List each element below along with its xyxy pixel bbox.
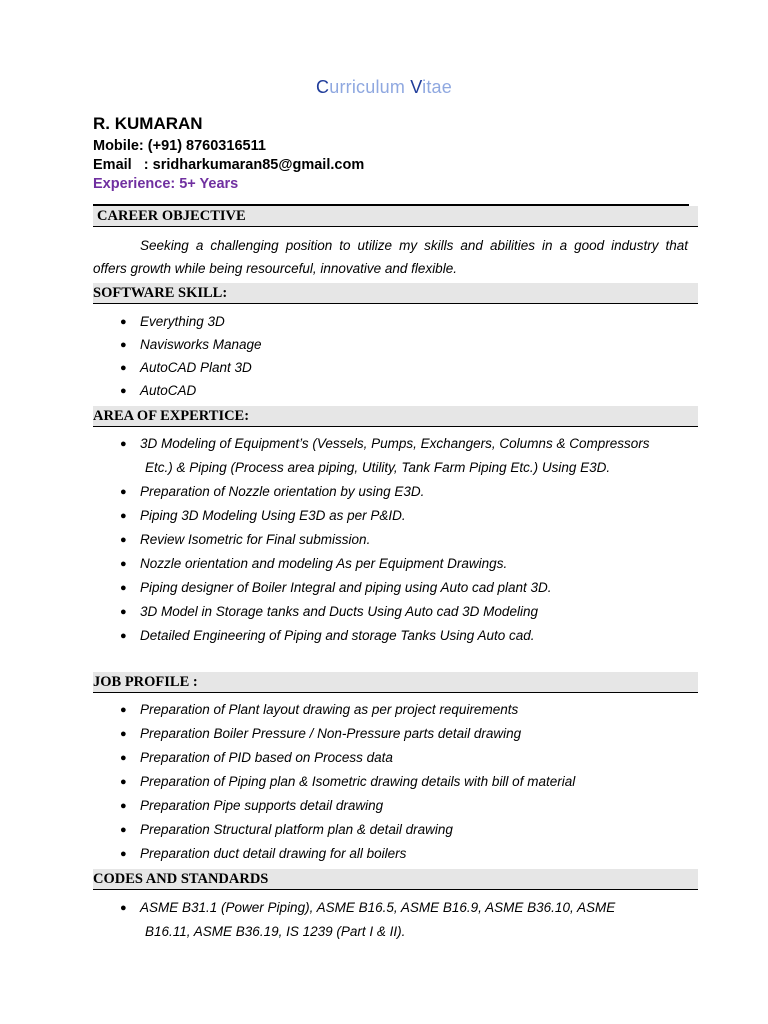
title-initial-v: V <box>410 77 423 97</box>
list-item: ● Preparation Structural platform plan & detail drawing <box>93 818 693 842</box>
list-item: ● Preparation of Plant layout drawing as per project requirements <box>93 698 693 722</box>
bullet-icon: ● <box>120 728 127 740</box>
bullet-icon: ● <box>120 902 127 914</box>
list-item: ● AutoCAD Plant 3D <box>93 356 693 380</box>
bullet-icon: ● <box>120 534 127 546</box>
list-item: ● Preparation of Piping plan & Isometric drawing details with bill of material <box>93 770 693 794</box>
software-skill-heading: SOFTWARE SKILL: <box>93 283 698 304</box>
list-item: ● Preparation of Nozzle orientation by using E3D. <box>93 480 693 504</box>
mobile-number: Mobile: (+91) 8760316511 <box>93 138 266 154</box>
list-item: ● Nozzle orientation and modeling As per Equipment Drawings. <box>93 552 693 576</box>
bullet-icon: ● <box>120 704 127 716</box>
title-initial-c: C <box>316 77 330 97</box>
bullet-icon: ● <box>120 510 127 522</box>
job-profile-list <box>93 698 693 866</box>
codes-and-standards-heading: CODES AND STANDARDS <box>93 869 698 890</box>
bullet-icon: ● <box>120 339 127 351</box>
codes-and-standards-list <box>93 896 693 944</box>
bullet-icon: ● <box>120 362 127 374</box>
bullet-icon: ● <box>120 582 127 594</box>
title-part-1: urriculum <box>329 77 411 97</box>
career-objective-heading: CAREER OBJECTIVE <box>93 206 698 227</box>
list-item: ● ASME B31.1 (Power Piping), ASME B16.5, ASME B16.9, ASME B36.10, ASME B16.11, ASME B36.19, IS 1239 (Part I & II). <box>93 896 693 944</box>
bullet-icon: ● <box>120 752 127 764</box>
career-objective-text <box>93 234 688 280</box>
list-item: ● Navisworks Manage <box>93 333 693 357</box>
list-item: ● Preparation of PID based on Process data <box>93 746 693 770</box>
candidate-name: R. KUMARAN <box>93 114 203 133</box>
bullet-icon: ● <box>120 558 127 570</box>
email-address: Email : sridharkumaran85@gmail.com <box>93 157 365 173</box>
list-item: ● Review Isometric for Final submission. <box>93 528 693 552</box>
bullet-icon: ● <box>120 630 127 642</box>
career-objective-line-1: Seeking a challenging position to utilize my skills and abilities in a good industry that <box>140 238 688 253</box>
area-of-expertice-heading: AREA OF EXPERTICE: <box>93 406 698 427</box>
job-profile-heading: JOB PROFILE : <box>93 672 698 693</box>
list-item: ● Detailed Engineering of Piping and storage Tanks Using Auto cad. <box>93 624 693 648</box>
bullet-icon: ● <box>120 316 127 328</box>
bullet-icon: ● <box>120 486 127 498</box>
bullet-icon: ● <box>120 800 127 812</box>
list-item: ● AutoCAD <box>93 379 693 403</box>
bullet-icon: ● <box>120 776 127 788</box>
software-skill-list <box>93 310 693 403</box>
list-item: ● 3D Model in Storage tanks and Ducts Using Auto cad 3D Modeling <box>93 600 693 624</box>
document-title <box>0 77 768 98</box>
area-of-expertice-list <box>93 432 693 648</box>
bullet-icon: ● <box>120 824 127 836</box>
bullet-icon: ● <box>120 606 127 618</box>
list-item: ● Preparation duct detail drawing for all boilers <box>93 842 693 866</box>
list-item: ● Preparation Boiler Pressure / Non-Pressure parts detail drawing <box>93 722 693 746</box>
experience-summary: Experience: 5+ Years <box>93 176 239 192</box>
list-item: ● Piping designer of Boiler Integral and piping using Auto cad plant 3D. <box>93 576 693 600</box>
list-item: ● 3D Modeling of Equipment’s (Vessels, Pumps, Exchangers, Columns & Compressors Etc.) & Piping (Process area piping, Utility, Tank Farm Piping Etc.) Using E3D. <box>93 432 693 480</box>
list-item: ● Preparation Pipe supports detail drawing <box>93 794 693 818</box>
bullet-icon: ● <box>120 438 127 450</box>
career-objective-line-2: offers growth while being resourceful, innovative and flexible. <box>93 261 457 276</box>
title-part-2: itae <box>422 77 452 97</box>
bullet-icon: ● <box>120 385 127 397</box>
list-item: ● Piping 3D Modeling Using E3D as per P&ID. <box>93 504 693 528</box>
bullet-icon: ● <box>120 848 127 860</box>
list-item: ● Everything 3D <box>93 310 693 334</box>
